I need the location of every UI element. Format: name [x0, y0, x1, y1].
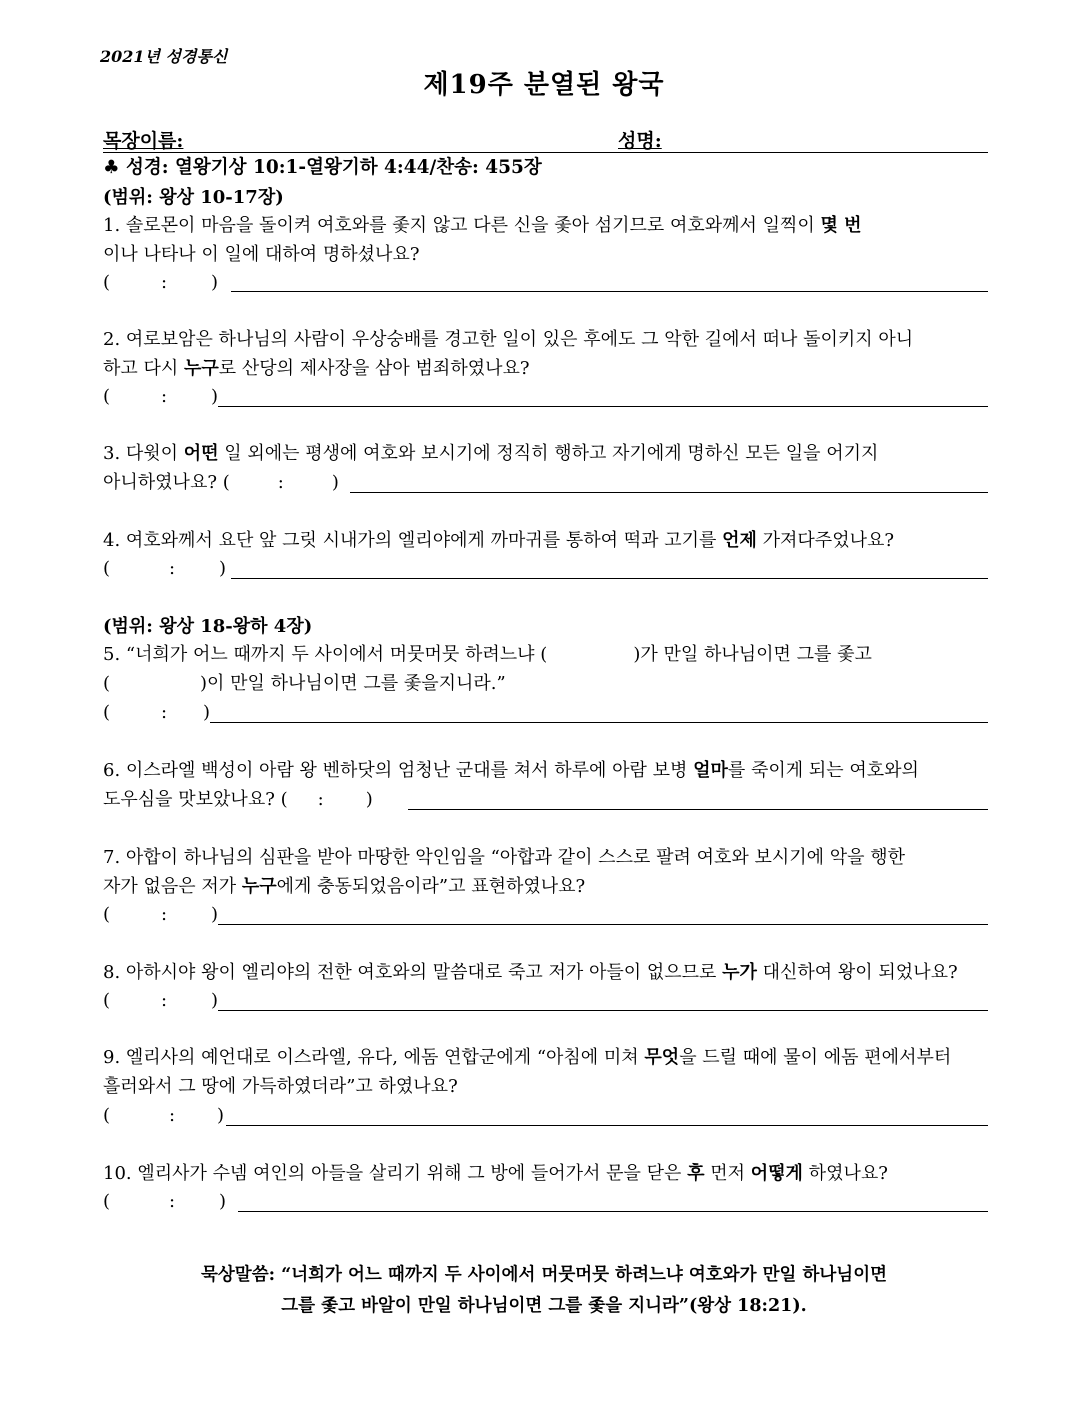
question-5-line-2: ( )이 만일 하나님이면 그를 좇을지니라.” [103, 673, 506, 694]
answer-4-line[interactable] [231, 578, 988, 579]
question-10-line-1: 10. 엘리사가 수넴 여인의 아들을 살리기 위해 그 방에 들어가서 문을 닫은 후 먼저 어떻게 하였나요? [103, 1163, 888, 1184]
name-row [103, 124, 988, 153]
answer-9-line[interactable] [226, 1125, 988, 1126]
answer-10-line[interactable] [238, 1211, 988, 1212]
memory-verse-line-1: 묵상말씀: “너희가 어느 때까지 두 사이에서 머뭇머뭇 하려느냐 여호와가 만일 하나님이면 [200, 1265, 888, 1285]
question-9-line-1: 9. 엘리사의 예언대로 이스라엘, 유다, 에돔 연합군에게 “아침에 미쳐 무엇을 드릴 때에 물이 에돔 편에서부터 [103, 1047, 952, 1068]
question-3-line-2: 아니하였나요? ( : ) [103, 472, 339, 493]
question-7-line-2: 자가 없음은 저가 누구에게 충동되었음이라”고 표현하였나요? [103, 876, 586, 897]
answer-1-line[interactable] [231, 291, 988, 292]
question-3-line-1: 3. 다윗이 어떤 일 외에는 평생에 여호와 보시기에 정직히 행하고 자기에게 명하신 모든 일을 어기지 [103, 443, 879, 464]
year-label: 2021년 성경통신 [100, 47, 228, 66]
range-1: (범위: 왕상 10-17장) [103, 187, 284, 208]
answer-5-line[interactable] [210, 722, 988, 723]
answer-6-line[interactable] [408, 809, 988, 810]
answer-2-line[interactable] [218, 406, 988, 407]
answer-7-line[interactable] [218, 924, 988, 925]
question-1-line-2: 이나 나타나 이 일에 대하여 명하셨나요? [103, 244, 420, 265]
question-7-line-1: 7. 아합이 하나님의 심판을 받아 마땅한 악인임을 “아합과 같이 스스로 팔려 여호와 보시기에 악을 행한 [103, 847, 905, 868]
question-9-line-2: 흘러와서 그 땅에 가득하였더라”고 하였나요? [103, 1076, 458, 1097]
worksheet-page: 2021년 성경통신 제19주 분열된 왕국 목장이름: 성명: ♣ 성경: 열왕기상 10:1-열왕기하 4:44/찬송: 455장 (범위: 왕상 10-17장) 1. 솔로몬이 마음을 돌이켜 여호와를 좇지 않고 다른 신을 좇아 섬기므로 여호와께서 일찍이 몇 번 이나 나타나 이 일에 대하여 명하셨나요? ( : ) 2. 여로보암은 하나님의 사람이 우상숭배를 경고한 일이 있은 후에도 그 악한 길에서 떠나 돌이키지 아니 하고 다시 누구로 산당의 제사장을 삼아 범죄하였나요? ( : ) 3. 다윗이 어떤 일 외에는 평생에 여호와 보시기에 정직히 행하고 자기에게 명하신 모든 일을 어기지 아니하였나요? ( : ) 4. 여호와께서 요단 앞 그릿 시내가의 엘리야에게 까마귀를 통하여 떡과 고기를 언제 가져다주었나요? ( : ) (범위: 왕상 18-왕하 4장) 5. “너희가 어느 때까지 두 사이에서 머뭇머뭇 하려느냐 ( )가 만일 하나님이면 그를 좇고 ( )이 만일 하나님이면 그를 좇을지니라.” ( : ) 6. 이스라엘 백성이 아람 왕 벤하닷의 엄청난 군대를 쳐서 하루에 아람 보병 얼마를 죽이게 되는 여호와의 도우심을 맛보았나요? ( : ) 7. 아합이 하나님의 심판을 받아 마땅한 악인임을 “아합과 같이 스스로 팔려 여호와 보시기에 악을 행한 자가 없음은 저가 누구에게 충동되었음이라”고 표현하였나요? ( : ) 8. 아하시야 왕이 엘리야의 전한 여호와의 말씀대로 죽고 저가 아들이 없으므로 누가 대신하여 왕이 되었나요? ( : ) 9. 엘리사의 예언대로 이스라엘, 유다, 에돔 연합군에게 “아침에 미쳐 무엇을 드릴 때에 물이 에돔 편에서부터 흘러와서 그 땅에 가득하였더라”고 하였나요? ( : ) 10. 엘리사가 수넴 여인의 아들을 살리기 위해 그 방에 들어가서 문을 닫은 후 먼저 어떻게 하였나요? ( : ) 묵상말씀: “너희가 어느 때까지 두 사이에서 머뭇머뭇 하려느냐 여호와가 만일 하나님이면 그를 좇고 바알이 만일 하나님이면 그를 좇을 지니라”(왕상 18:21). [0, 0, 1088, 1404]
range-2: (범위: 왕상 18-왕하 4장) [103, 616, 313, 637]
question-5-line-1: 5. “너희가 어느 때까지 두 사이에서 머뭇머뭇 하려느냐 ( )가 만일 하나님이면 그를 좇고 [103, 644, 872, 665]
page-title: 제19주 분열된 왕국 [423, 70, 665, 100]
answer-8-line[interactable] [218, 1010, 988, 1011]
scripture-text: 성경: 열왕기상 10:1-열왕기하 4:44/찬송: 455장 [126, 157, 542, 178]
question-6-line-1: 6. 이스라엘 백성이 아람 왕 벤하닷의 엄청난 군대를 쳐서 하루에 아람 보병 얼마를 죽이게 되는 여호와의 [103, 760, 919, 781]
question-2-line-2: 하고 다시 누구로 산당의 제사장을 삼아 범죄하였나요? [103, 358, 530, 379]
memory-verse-line-2: 그를 좇고 바알이 만일 하나님이면 그를 좇을 지니라”(왕상 18:21). [281, 1296, 807, 1316]
question-8-line-1: 8. 아하시야 왕이 엘리야의 전한 여호와의 말씀대로 죽고 저가 아들이 없으므로 누가 대신하여 왕이 되었나요? [103, 962, 958, 983]
question-6-line-2: 도우심을 맛보았나요? ( : ) [103, 789, 373, 810]
club-icon: ♣ [103, 157, 120, 178]
question-4-line-1: 4. 여호와께서 요단 앞 그릿 시내가의 엘리야에게 까마귀를 통하여 떡과 고기를 언제 가져다주었나요? [103, 530, 895, 551]
group-name-label: 목장이름: [103, 130, 184, 152]
question-1-line-1: 1. 솔로몬이 마음을 돌이켜 여호와를 좇지 않고 다른 신을 좇아 섬기므로 여호와께서 일찍이 몇 번 [103, 215, 862, 236]
question-2-line-1: 2. 여로보암은 하나님의 사람이 우상숭배를 경고한 일이 있은 후에도 그 악한 길에서 떠나 돌이키지 아니 [103, 329, 914, 350]
answer-3-line[interactable] [350, 492, 988, 493]
scripture-line [103, 153, 542, 183]
person-name-label: 성명: [618, 130, 662, 152]
